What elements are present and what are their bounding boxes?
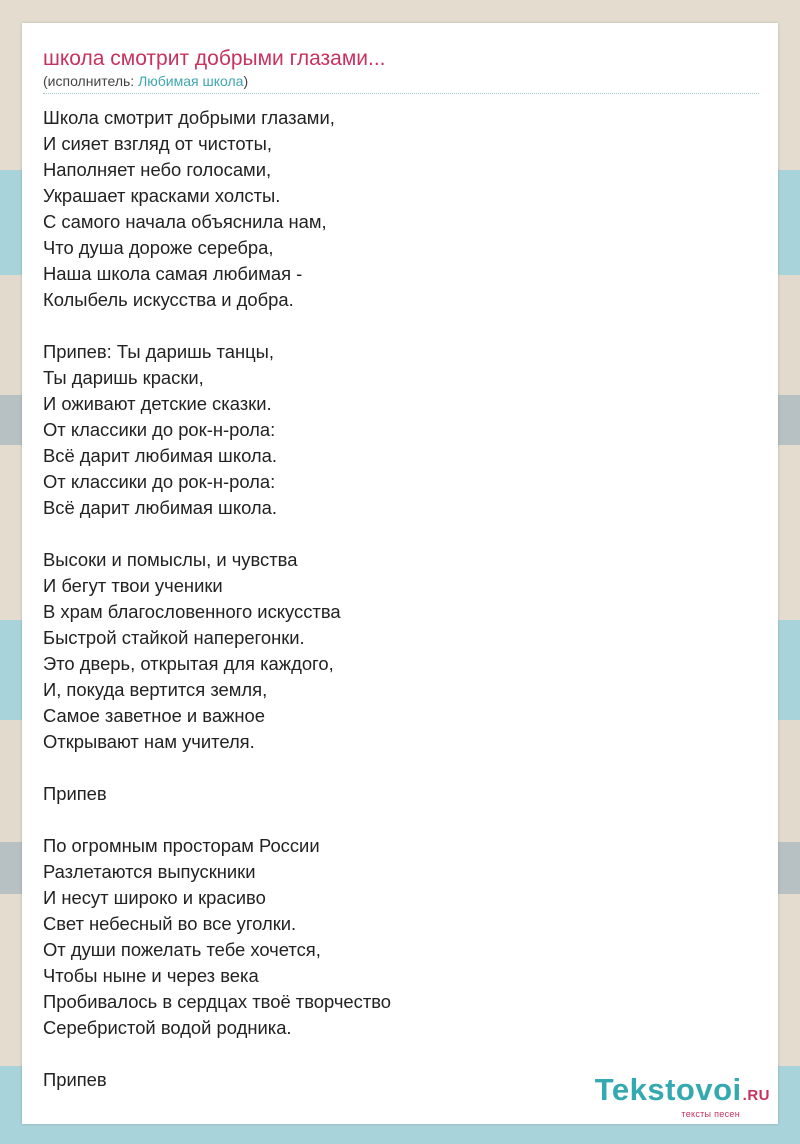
lyrics-stanza xyxy=(43,781,743,807)
lyrics-line: И бегут твои ученики xyxy=(43,575,223,596)
lyrics-line: И оживают детские сказки. xyxy=(43,393,272,414)
lyrics-line: Всё дарит любимая школа. xyxy=(43,497,277,518)
lyrics-line: И, покуда вертится земля, xyxy=(43,679,268,700)
lyrics-line: Припев xyxy=(43,783,107,804)
lyrics-line: Высоки и помыслы, и чувства xyxy=(43,549,298,570)
lyrics-stanza xyxy=(43,833,743,1041)
lyrics-line: Наполняет небо голосами, xyxy=(43,159,272,180)
lyrics-line: И несут широко и красиво xyxy=(43,887,266,908)
song-meta xyxy=(43,73,248,89)
lyrics-line: Свет небесный во все уголки. xyxy=(43,913,297,934)
lyrics-line: Это дверь, открытая для каждого, xyxy=(43,653,334,674)
lyrics-line: И сияет взгляд от чистоты, xyxy=(43,133,272,154)
lyrics-line: Колыбель искусства и добра. xyxy=(43,289,294,310)
site-logo[interactable] xyxy=(594,1072,770,1119)
meta-suffix: ) xyxy=(243,73,249,89)
lyrics-line: Наша школа самая любимая - xyxy=(43,263,303,284)
lyrics-body xyxy=(43,105,743,1119)
lyrics-line: В храм благословенного искусства xyxy=(43,601,341,622)
lyrics-line: Припев xyxy=(43,1069,107,1090)
artist-link[interactable]: Любимая школа xyxy=(138,73,244,89)
lyrics-stanza xyxy=(43,547,743,755)
lyrics-line: С самого начала объяснила нам, xyxy=(43,211,327,232)
lyrics-line: Быстрой стайкой наперегонки. xyxy=(43,627,305,648)
lyrics-line: Всё дарит любимая школа. xyxy=(43,445,277,466)
lyrics-line: От классики до рок-н-рола: xyxy=(43,471,276,492)
song-title: школа смотрит добрыми глазами... xyxy=(43,47,386,70)
logo-tld: .RU xyxy=(742,1087,770,1104)
header-divider xyxy=(43,93,759,94)
lyrics-line: От души пожелать тебе хочется, xyxy=(43,939,321,960)
lyrics-stanza xyxy=(43,339,743,521)
lyrics-line: Школа смотрит добрыми глазами, xyxy=(43,107,335,128)
lyrics-line: По огромным просторам России xyxy=(43,835,320,856)
lyrics-line: Что душа дороже серебра, xyxy=(43,237,274,258)
meta-prefix: (исполнитель: xyxy=(43,73,139,89)
lyrics-line: Пробивалось в сердцах твоё творчество xyxy=(43,991,392,1012)
lyrics-sheet xyxy=(22,23,778,1124)
lyrics-line: От классики до рок-н-рола: xyxy=(43,419,276,440)
lyrics-line: Серебристой водой родника. xyxy=(43,1017,292,1038)
lyrics-line: Открывают нам учителя. xyxy=(43,731,255,752)
lyrics-line: Разлетаются выпускники xyxy=(43,861,256,882)
lyrics-line: Припев: Ты даришь танцы, xyxy=(43,341,275,362)
logo-name: Tekstovoi xyxy=(594,1072,742,1107)
lyrics-line: Самое заветное и важное xyxy=(43,705,265,726)
lyrics-stanza xyxy=(43,105,743,313)
lyrics-line: Украшает красками холсты. xyxy=(43,185,281,206)
logo-wordmark xyxy=(594,1072,770,1111)
logo-tagline: тексты песен xyxy=(681,1109,740,1119)
lyrics-line: Ты даришь краски, xyxy=(43,367,204,388)
lyrics-line: Чтобы ныне и через века xyxy=(43,965,259,986)
